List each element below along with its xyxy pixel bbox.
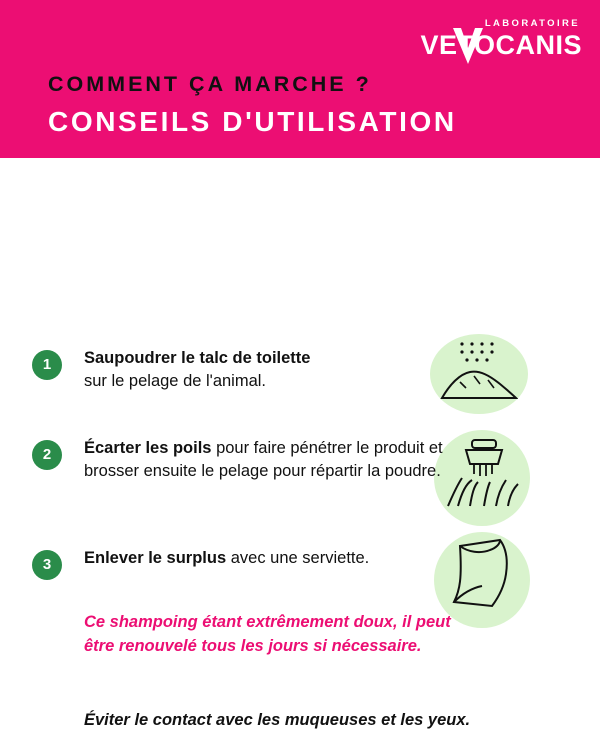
brand-logo	[392, 12, 582, 70]
step-2-bold: Écarter les poils	[84, 439, 212, 457]
steps-section	[0, 158, 600, 729]
header-banner	[0, 0, 600, 158]
step-1-number: 1	[32, 350, 62, 380]
brand-laboratoire-label: LABORATOIRE	[484, 18, 580, 29]
brush-icon	[444, 434, 524, 514]
headline-title: CONSEILS D'UTILISATION	[48, 106, 457, 137]
talc-shaker-icon	[440, 338, 518, 408]
note-pink: Ce shampoing étant extrêmement doux, il peut être renouvelé tous les jours si nécessaire.	[84, 613, 451, 655]
step-2-rest: pour faire pénétrer le produit et brosser ensuite le pelage pour répartir la poudre.	[84, 439, 443, 480]
step-1-rest: sur le pelage de l'animal.	[84, 372, 267, 390]
step-3-number: 3	[32, 550, 62, 580]
step-3-bold: Enlever le surplus	[84, 549, 227, 567]
step-1-bold: Saupoudrer le talc de toilette	[84, 349, 311, 367]
step-2-text	[84, 437, 444, 483]
brand-name: VETOCANIS	[420, 30, 582, 60]
step-1-text	[84, 347, 444, 393]
towel-icon	[446, 536, 522, 612]
headline-question: COMMENT ÇA MARCHE ?	[48, 72, 372, 96]
note-dark: Éviter le contact avec les muqueuses et les yeux.	[84, 711, 471, 729]
step-2-number: 2	[32, 440, 62, 470]
step-3-rest: avec une serviette.	[230, 549, 370, 567]
step-3-text	[84, 547, 444, 570]
